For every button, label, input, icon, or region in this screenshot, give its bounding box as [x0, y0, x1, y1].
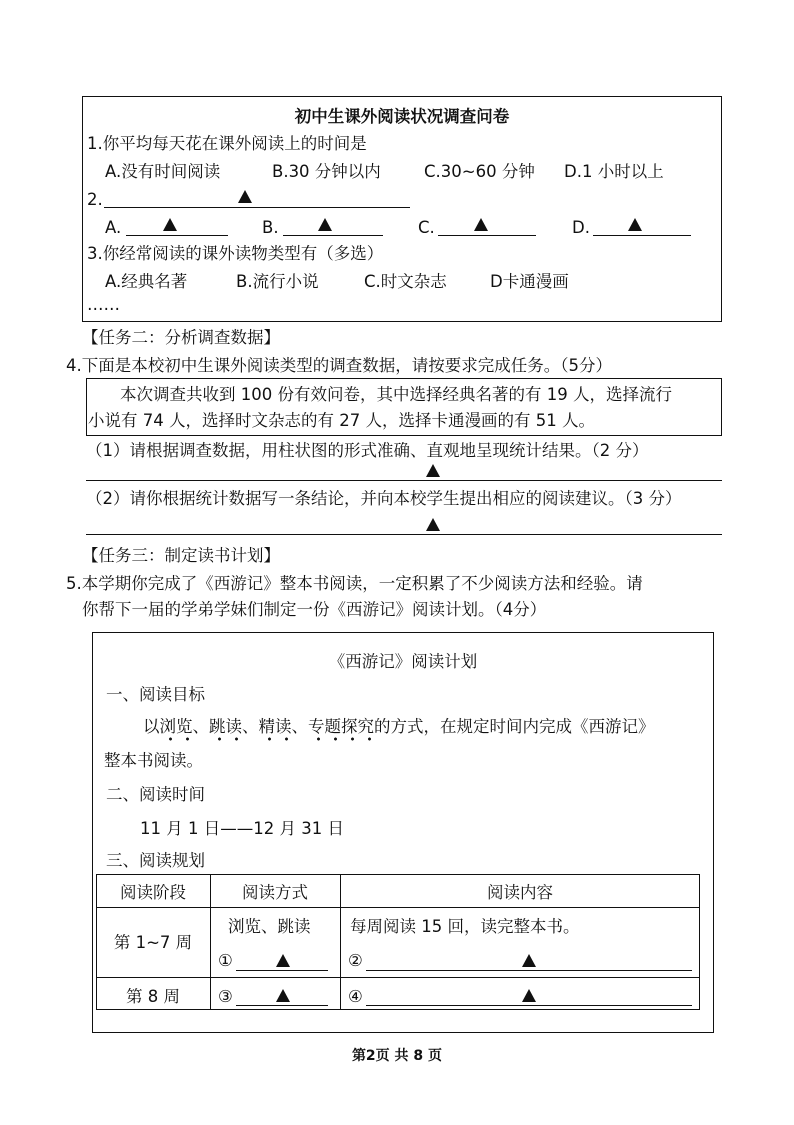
question-3: 3.你经常阅读的课外读物类型有（多选）: [87, 244, 384, 263]
plan-goal-line-2: 整本书阅读。: [104, 751, 203, 770]
triangle-marker: [426, 518, 440, 531]
q3-option-c: C.时文杂志: [364, 272, 447, 291]
goal-separator: 、: [242, 717, 259, 736]
q2-option-d: D.: [572, 218, 590, 237]
question-1: 1.你平均每天花在课外阅读上的时间是: [87, 134, 367, 153]
plan-goal-line-1: [143, 716, 655, 738]
table-stage-1: 第 1~7 周: [113, 933, 193, 952]
goal-separator: 、: [192, 717, 209, 736]
triangle-marker: [163, 218, 177, 231]
q2-option-c-blank: [438, 235, 536, 236]
q3-option-a: A.经典名著: [105, 272, 188, 291]
plan-section-time: 二、阅读时间: [106, 785, 205, 804]
q2-option-c: C.: [418, 218, 435, 237]
answer-line-2: [86, 534, 722, 535]
goal-emphasis-browse: 浏览: [160, 717, 193, 742]
blank-2-line: [366, 970, 692, 971]
blank-4-marker: ④: [348, 987, 363, 1006]
q1-option-c: C.30~60 分钟: [424, 162, 535, 181]
question-5-line-2: 你帮下一届的学弟学妹们制定一份《西游记》阅读计划。（4分）: [82, 600, 547, 619]
table-header-content: 阅读内容: [487, 883, 553, 902]
data-line-2: 小说有 74 人，选择时文杂志的有 27 人，选择卡通漫画的有 51 人。: [88, 411, 595, 430]
triangle-marker: [318, 218, 332, 231]
goal-text-suffix: 的方式，在规定时间内完成《西游记》: [374, 717, 655, 736]
question-5-line-1: 5.本学期你完成了《西游记》整本书阅读，一定积累了不少阅读方法和经验。请: [66, 574, 643, 593]
triangle-marker: [276, 954, 290, 967]
page-footer: 第2页 共 8 页: [351, 1048, 443, 1064]
q2-option-a-blank: [126, 235, 228, 236]
q3-option-d: D卡通漫画: [490, 272, 569, 291]
plan-time-range: 11 月 1 日——12 月 31 日: [140, 819, 344, 838]
blank-2-marker: ②: [348, 951, 363, 970]
plan-section-goal: 一、阅读目标: [106, 685, 205, 704]
data-line-1: 本次调查共收到 100 份有效问卷，其中选择经典名著的有 19 人，选择流行: [120, 385, 672, 404]
task2-heading: 【任务二：分析调查数据】: [82, 328, 280, 347]
blank-3-marker: ③: [218, 987, 233, 1006]
triangle-marker: [628, 218, 642, 231]
triangle-marker: [426, 464, 440, 477]
triangle-marker: [276, 989, 290, 1002]
goal-emphasis-topic: 专题探究: [308, 717, 374, 742]
q1-option-a: A.没有时间阅读: [105, 162, 221, 181]
table-header-method: 阅读方式: [242, 883, 308, 902]
blank-4-line: [366, 1005, 692, 1006]
sub-question-1: （1）请根据调查数据，用柱状图的形式准确、直观地呈现统计结果。（2 分）: [86, 441, 649, 460]
table-method-1: 浏览、跳读: [228, 917, 311, 936]
table-row-divider: [96, 977, 700, 978]
blank-3-line: [236, 1005, 328, 1006]
answer-line-1: [86, 480, 722, 481]
q2-option-b: B.: [262, 218, 279, 237]
q1-option-d: D.1 小时以上: [564, 162, 664, 181]
table-stage-2: 第 8 周: [126, 987, 180, 1006]
goal-separator: 、: [291, 717, 308, 736]
blank-1-marker: ①: [218, 951, 233, 970]
table-content-1: 每周阅读 15 回，读完整本书。: [350, 917, 580, 936]
blank-1-line: [236, 970, 328, 971]
plan-title: 《西游记》阅读计划: [328, 652, 478, 671]
q2-option-b-blank: [283, 235, 383, 236]
goal-emphasis-intensive: 精读: [259, 717, 292, 742]
goal-emphasis-skim: 跳读: [209, 717, 242, 742]
goal-text-prefix: 以: [143, 717, 160, 736]
task3-heading: 【任务三：制定读书计划】: [82, 546, 280, 565]
triangle-marker: [474, 218, 488, 231]
survey-title: 初中生课外阅读状况调查问卷: [294, 107, 510, 126]
plan-section-schedule: 三、阅读规划: [106, 851, 205, 870]
q2-option-a: A.: [105, 218, 122, 237]
q1-option-b: B.30 分钟以内: [272, 162, 381, 181]
triangle-marker: [522, 989, 536, 1002]
q3-option-b: B.流行小说: [236, 272, 319, 291]
table-row-divider: [96, 907, 700, 908]
table-header-stage: 阅读阶段: [120, 883, 186, 902]
sub-question-2: （2）请你根据统计数据写一条结论，并向本校学生提出相应的阅读建议。（3 分）: [86, 489, 682, 508]
q2-blank-line: [104, 207, 410, 208]
question-4: 4.下面是本校初中生课外阅读类型的调查数据，请按要求完成任务。（5分）: [66, 356, 612, 375]
triangle-marker: [522, 954, 536, 967]
survey-ellipsis: ……: [87, 295, 120, 314]
q2-option-d-blank: [593, 235, 691, 236]
question-2-prefix: 2.: [87, 190, 103, 209]
triangle-marker: [238, 190, 252, 203]
